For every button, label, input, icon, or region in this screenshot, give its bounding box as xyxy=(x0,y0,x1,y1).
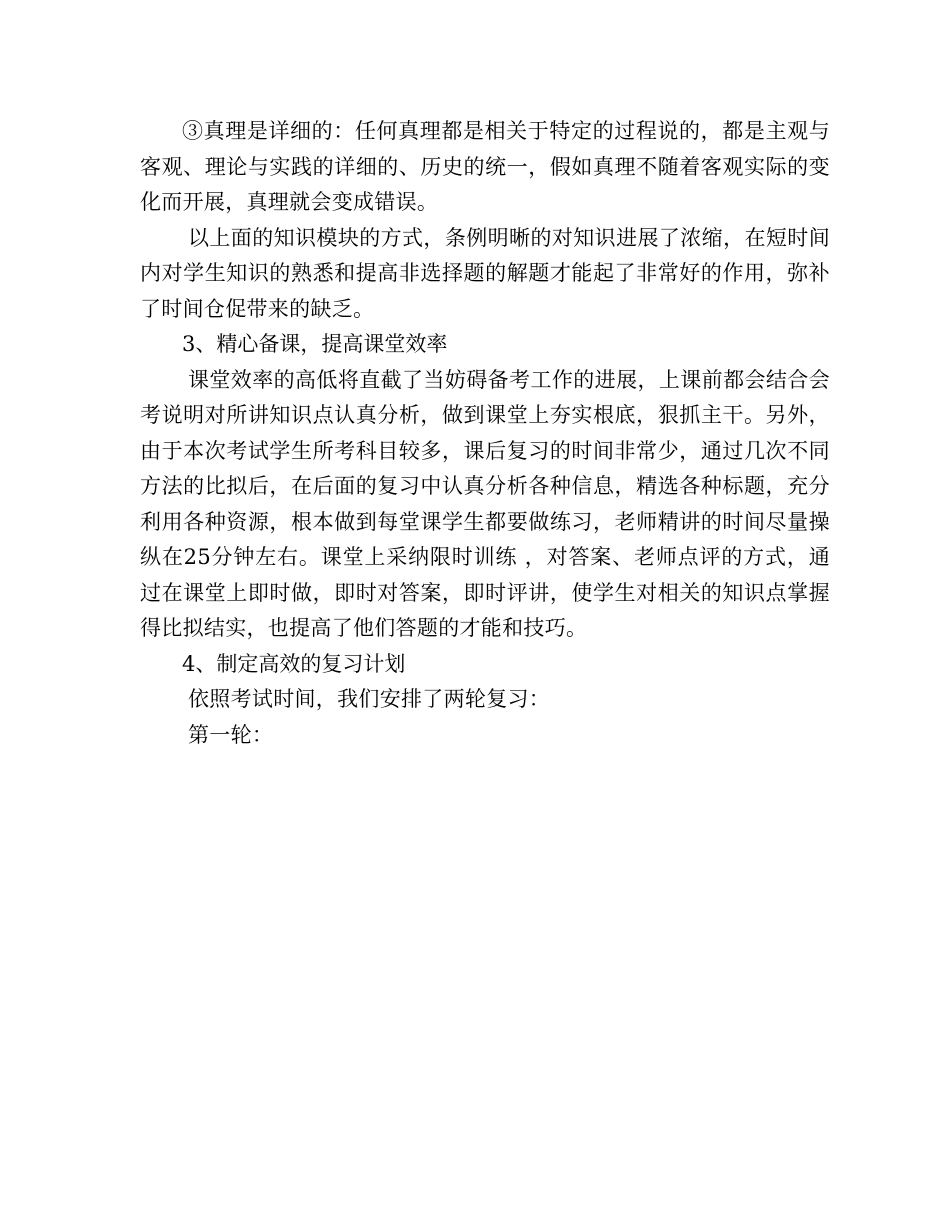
section-heading-4: 4、制定高效的复习计划 xyxy=(182,651,406,676)
paragraph-truth-specific: ③真理是详细的：任何真理都是相关于特定的过程说的，都是主观与客观、理论与实践的详细的、历史的统一，假如真理不随着客观实际的变化而开展，真理就会变成错误。 xyxy=(140,119,830,214)
section-heading-3: 3、精心备课，提高课堂效率 xyxy=(182,332,448,356)
document-body xyxy=(140,114,830,753)
paragraph-classroom-efficiency: 课堂效率的高低将直截了当妨碍备考工作的进展，上课前都会结合会考说明对所讲知识点认真分析，做到课堂上夯实根底，狠抓主干。另外，由于本次考试学生所考科目较多，课后复习的时间非常少，通过几次不同方法的比拟后，在后面的复习中认真分析各种信息，精选各种标题，充分利用各种资源，根本做到每堂课学生都要做练习，老师精讲的时间尽量操纵在25分钟左右。课堂上采纳限时训练 ，对答案、老师点评的方式，通过在课堂上即时做，即时对答案，即时评讲，使学生对相关的知识点掌握得比拟结实，也提高了他们答题的才能和技巧。 xyxy=(140,367,830,640)
paragraph-round-one: 第一轮： xyxy=(188,722,274,747)
paragraph-knowledge-module: 以上面的知识模块的方式，条例明晰的对知识进展了浓缩，在短时间内对学生知识的熟悉和提高非选择题的解题才能起了非常好的作用，弥补了时间仓促带来的缺乏。 xyxy=(140,225,830,321)
paragraph-review-plan: 依照考试时间，我们安排了两轮复习： xyxy=(188,687,551,711)
